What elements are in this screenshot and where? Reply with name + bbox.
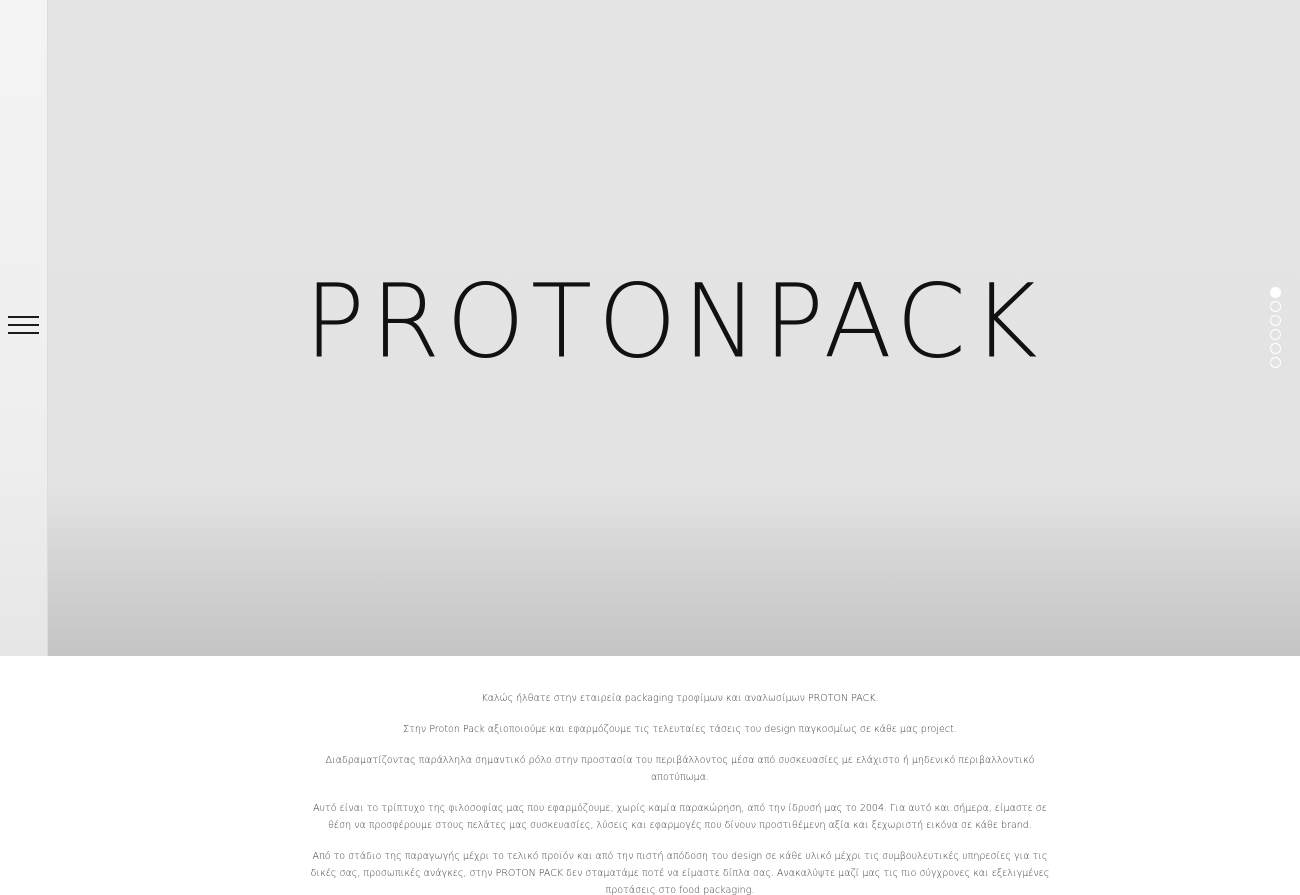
slider-dot-1[interactable] (1270, 287, 1281, 298)
intro-paragraph-welcome: Καλώς ήλθατε στην εταιρεία packaging τροφίμων και αναλωσίμων PROTON PACK. (481, 693, 879, 704)
side-rail (0, 0, 48, 656)
hero-logo-title: PROTONPACK (304, 261, 1044, 382)
menu-bar-top (8, 316, 39, 318)
intro-text (308, 690, 1052, 895)
menu-bar-middle (8, 324, 39, 326)
slider-dot-4[interactable] (1270, 329, 1281, 340)
slider-dot-5[interactable] (1270, 343, 1281, 354)
slider-dot-2[interactable] (1270, 301, 1281, 312)
intro-paragraph-philosophy: Αυτό είναι το τρίπτυχο της φιλοσοφίας μας που εφαρμόζουμε, χωρίς καμία παρακώρηση, από την ίδρυσή μας το 2004. Για αυτό και σήμερα, είμαστε σε θέση να προσφέρουμε στους πελάτες μας συσκευασίες, λύσεις και εφαρμογές που δίνουν προστιθέμενη αξία και ξεχωριστή εικόνα σε κάθε brand. (313, 803, 1047, 831)
intro-paragraph-design: Στην Proton Pack αξιοποιούμε και εφαρμόζουμε τις τελευταίες τάσεις του design παγκοσμίως σε κάθε μας project. (403, 724, 957, 735)
hamburger-menu-icon[interactable] (8, 314, 39, 336)
hero-slider (48, 0, 1300, 656)
slider-pagination (1270, 287, 1282, 371)
slider-dot-3[interactable] (1270, 315, 1281, 326)
slider-dot-6[interactable] (1270, 357, 1281, 368)
intro-paragraph-services: Από το στάδιο της παραγωγής μέχρι το τελικό προϊόν και από την πιστή απόδοση του design σε κάθε υλικό μέχρι τις συμβουλευτικές υπηρεσίες για τις δικές σας, προσωπικές ανάγκες, στην PROTON PACK δεν σταματάμε ποτέ να είμαστε δίπλα σας. Ανακαλύψτε μαζί μας τις πιο σύγχρονες και εξελιγμένες προτάσεις στο food packaging. (310, 851, 1050, 895)
menu-bar-bottom (8, 332, 39, 334)
intro-paragraph-environment: Διαδραματίζοντας παράλληλα σημαντικό ρόλο στην προστασία του περιβάλλοντος μέσα από συσκευασίες με ελάχιστο ή μηδενικό περιβαλλοντικό αποτύπωμα. (325, 755, 1035, 783)
